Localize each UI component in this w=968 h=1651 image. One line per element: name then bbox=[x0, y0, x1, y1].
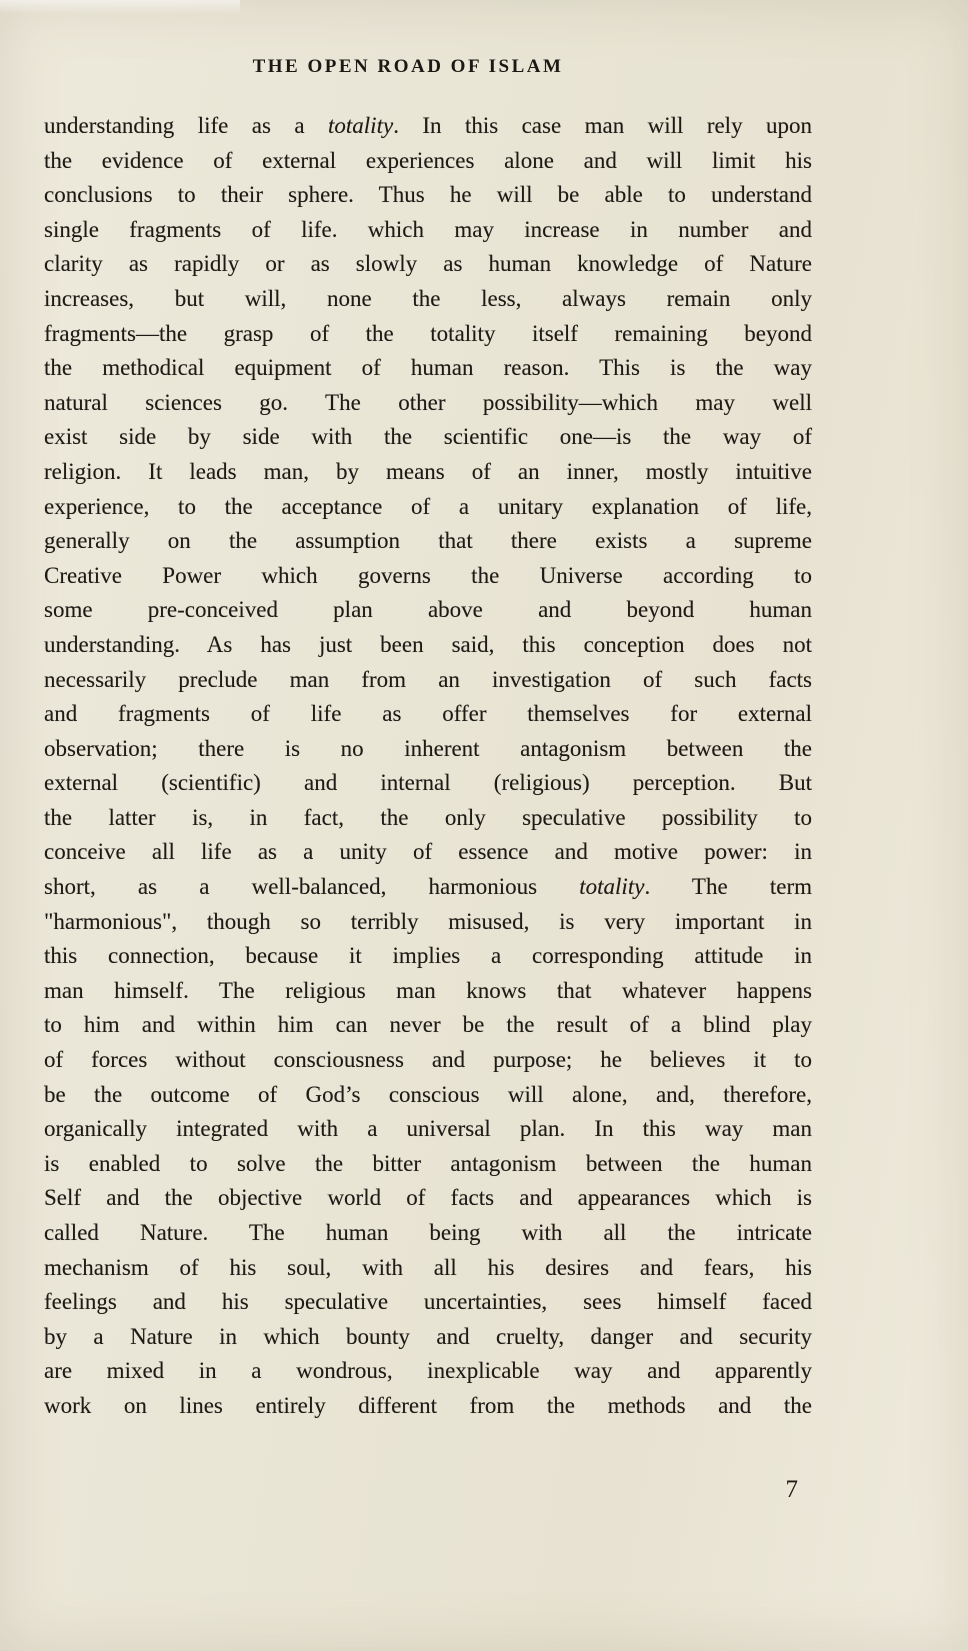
text-line bbox=[44, 697, 812, 732]
text-line bbox=[44, 351, 812, 386]
text-line bbox=[44, 801, 812, 836]
text-segment: . In this case man will rely upon bbox=[393, 113, 812, 138]
text-segment: feelings and his speculative uncertainties, sees himself faced bbox=[44, 1289, 812, 1315]
text-segment: called Nature. The human being with all the intricate bbox=[44, 1220, 812, 1245]
text-line bbox=[44, 455, 812, 490]
text-segment: increases, but will, none the less, always remain only bbox=[44, 285, 812, 311]
text-line bbox=[44, 213, 812, 248]
text-segment: of forces without consciousness and purpose; he believes it to bbox=[44, 1047, 812, 1073]
text-segment: and fragments of life as offer themselves for external bbox=[44, 701, 812, 727]
text-line bbox=[44, 870, 812, 905]
text-line bbox=[44, 1251, 812, 1286]
text-segment: man himself. The religious man knows that whatever happens bbox=[44, 977, 812, 1003]
text-segment: conceive all life as a unity of essence and motive power: in bbox=[44, 839, 812, 865]
text-segment: single fragments of life. which may increase in number and bbox=[44, 216, 812, 242]
text-segment: by a Nature in which bounty and cruelty, danger and security bbox=[44, 1323, 812, 1349]
text-segment: Creative Power which governs the Universe according to bbox=[44, 562, 812, 588]
italic-text-segment: totality bbox=[328, 113, 394, 138]
text-segment: external (scientific) and internal (religious) perception. But bbox=[44, 770, 812, 796]
text-segment: necessarily preclude man from an investigation of such facts bbox=[44, 666, 812, 692]
text-line bbox=[44, 1320, 812, 1355]
text-segment: the latter is, in fact, the only speculative possibility to bbox=[44, 804, 812, 830]
page-number: 7 bbox=[785, 1476, 798, 1503]
text-line bbox=[44, 1285, 812, 1320]
text-line bbox=[44, 1147, 812, 1182]
text-line bbox=[44, 939, 812, 974]
text-line bbox=[44, 386, 812, 421]
text-line bbox=[44, 905, 812, 940]
text-line bbox=[44, 420, 812, 455]
text-line bbox=[44, 974, 812, 1009]
text-line bbox=[44, 1181, 812, 1216]
text-line bbox=[44, 559, 812, 594]
text-line bbox=[44, 1008, 812, 1043]
text-line bbox=[44, 1043, 812, 1078]
text-line bbox=[44, 247, 812, 282]
text-line bbox=[44, 593, 812, 628]
text-segment: understanding life as a bbox=[44, 113, 329, 138]
running-header: THE OPEN ROAD OF ISLAM bbox=[252, 56, 564, 77]
italic-text-segment: totality bbox=[579, 874, 645, 900]
text-line bbox=[44, 732, 812, 767]
text-line bbox=[44, 282, 812, 317]
text-line bbox=[44, 144, 812, 179]
text-segment: the methodical equipment of human reason. This is the way bbox=[44, 355, 812, 381]
text-segment: be the outcome of God’s conscious will alone, and, therefore, bbox=[44, 1081, 812, 1107]
text-segment: understanding. As has just been said, this conception does not bbox=[44, 631, 812, 657]
text-segment: . The term bbox=[644, 874, 812, 900]
text-segment: experience, to the acceptance of a unitary explanation of life, bbox=[44, 493, 812, 519]
text-line bbox=[44, 835, 812, 870]
text-segment: to him and within him can never be the result of a blind play bbox=[44, 1012, 812, 1038]
text-segment: clarity as rapidly or as slowly as human knowledge of Nature bbox=[44, 251, 812, 277]
text-segment: some pre-conceived plan above and beyond human bbox=[44, 597, 812, 623]
text-segment: exist side by side with the scientific one—is the way of bbox=[44, 424, 812, 450]
text-line bbox=[44, 628, 812, 663]
text-segment: organically integrated with a universal plan. In this way man bbox=[44, 1116, 812, 1142]
text-line bbox=[44, 663, 812, 698]
text-line bbox=[44, 490, 812, 525]
text-segment: short, as a well-balanced, harmonious bbox=[44, 874, 580, 900]
text-segment: is enabled to solve the bitter antagonism between the human bbox=[44, 1150, 812, 1176]
text-segment: work on lines entirely different from the methods and the bbox=[44, 1392, 812, 1418]
text-segment: religion. It leads man, by means of an inner, mostly intuitive bbox=[44, 458, 812, 484]
text-line bbox=[44, 109, 812, 144]
text-segment: Self and the objective world of facts and appearances which is bbox=[44, 1185, 812, 1211]
text-line bbox=[44, 178, 812, 213]
text-line bbox=[44, 1354, 812, 1389]
text-segment: observation; there is no inherent antagonism between the bbox=[44, 735, 812, 761]
text-line bbox=[44, 1112, 812, 1147]
text-line bbox=[44, 766, 812, 801]
text-line bbox=[44, 524, 812, 559]
text-line bbox=[44, 1216, 812, 1251]
text-line bbox=[44, 317, 812, 352]
text-segment: fragments—the grasp of the totality itself remaining beyond bbox=[44, 320, 812, 346]
text-segment: "harmonious", though so terribly misused, is very important in bbox=[44, 908, 812, 934]
text-line bbox=[44, 1078, 812, 1113]
text-segment: natural sciences go. The other possibility—which may well bbox=[44, 389, 812, 415]
text-segment: mechanism of his soul, with all his desires and fears, his bbox=[44, 1254, 812, 1280]
text-segment: conclusions to their sphere. Thus he will be able to understand bbox=[44, 182, 812, 208]
text-segment: generally on the assumption that there exists a supreme bbox=[44, 528, 812, 554]
body-text bbox=[44, 109, 812, 1424]
text-segment: this connection, because it implies a corresponding attitude in bbox=[44, 943, 812, 969]
text-segment: are mixed in a wondrous, inexplicable way and apparently bbox=[44, 1358, 812, 1384]
text-line bbox=[44, 1389, 812, 1424]
text-segment: the evidence of external experiences alone and will limit his bbox=[44, 147, 812, 173]
